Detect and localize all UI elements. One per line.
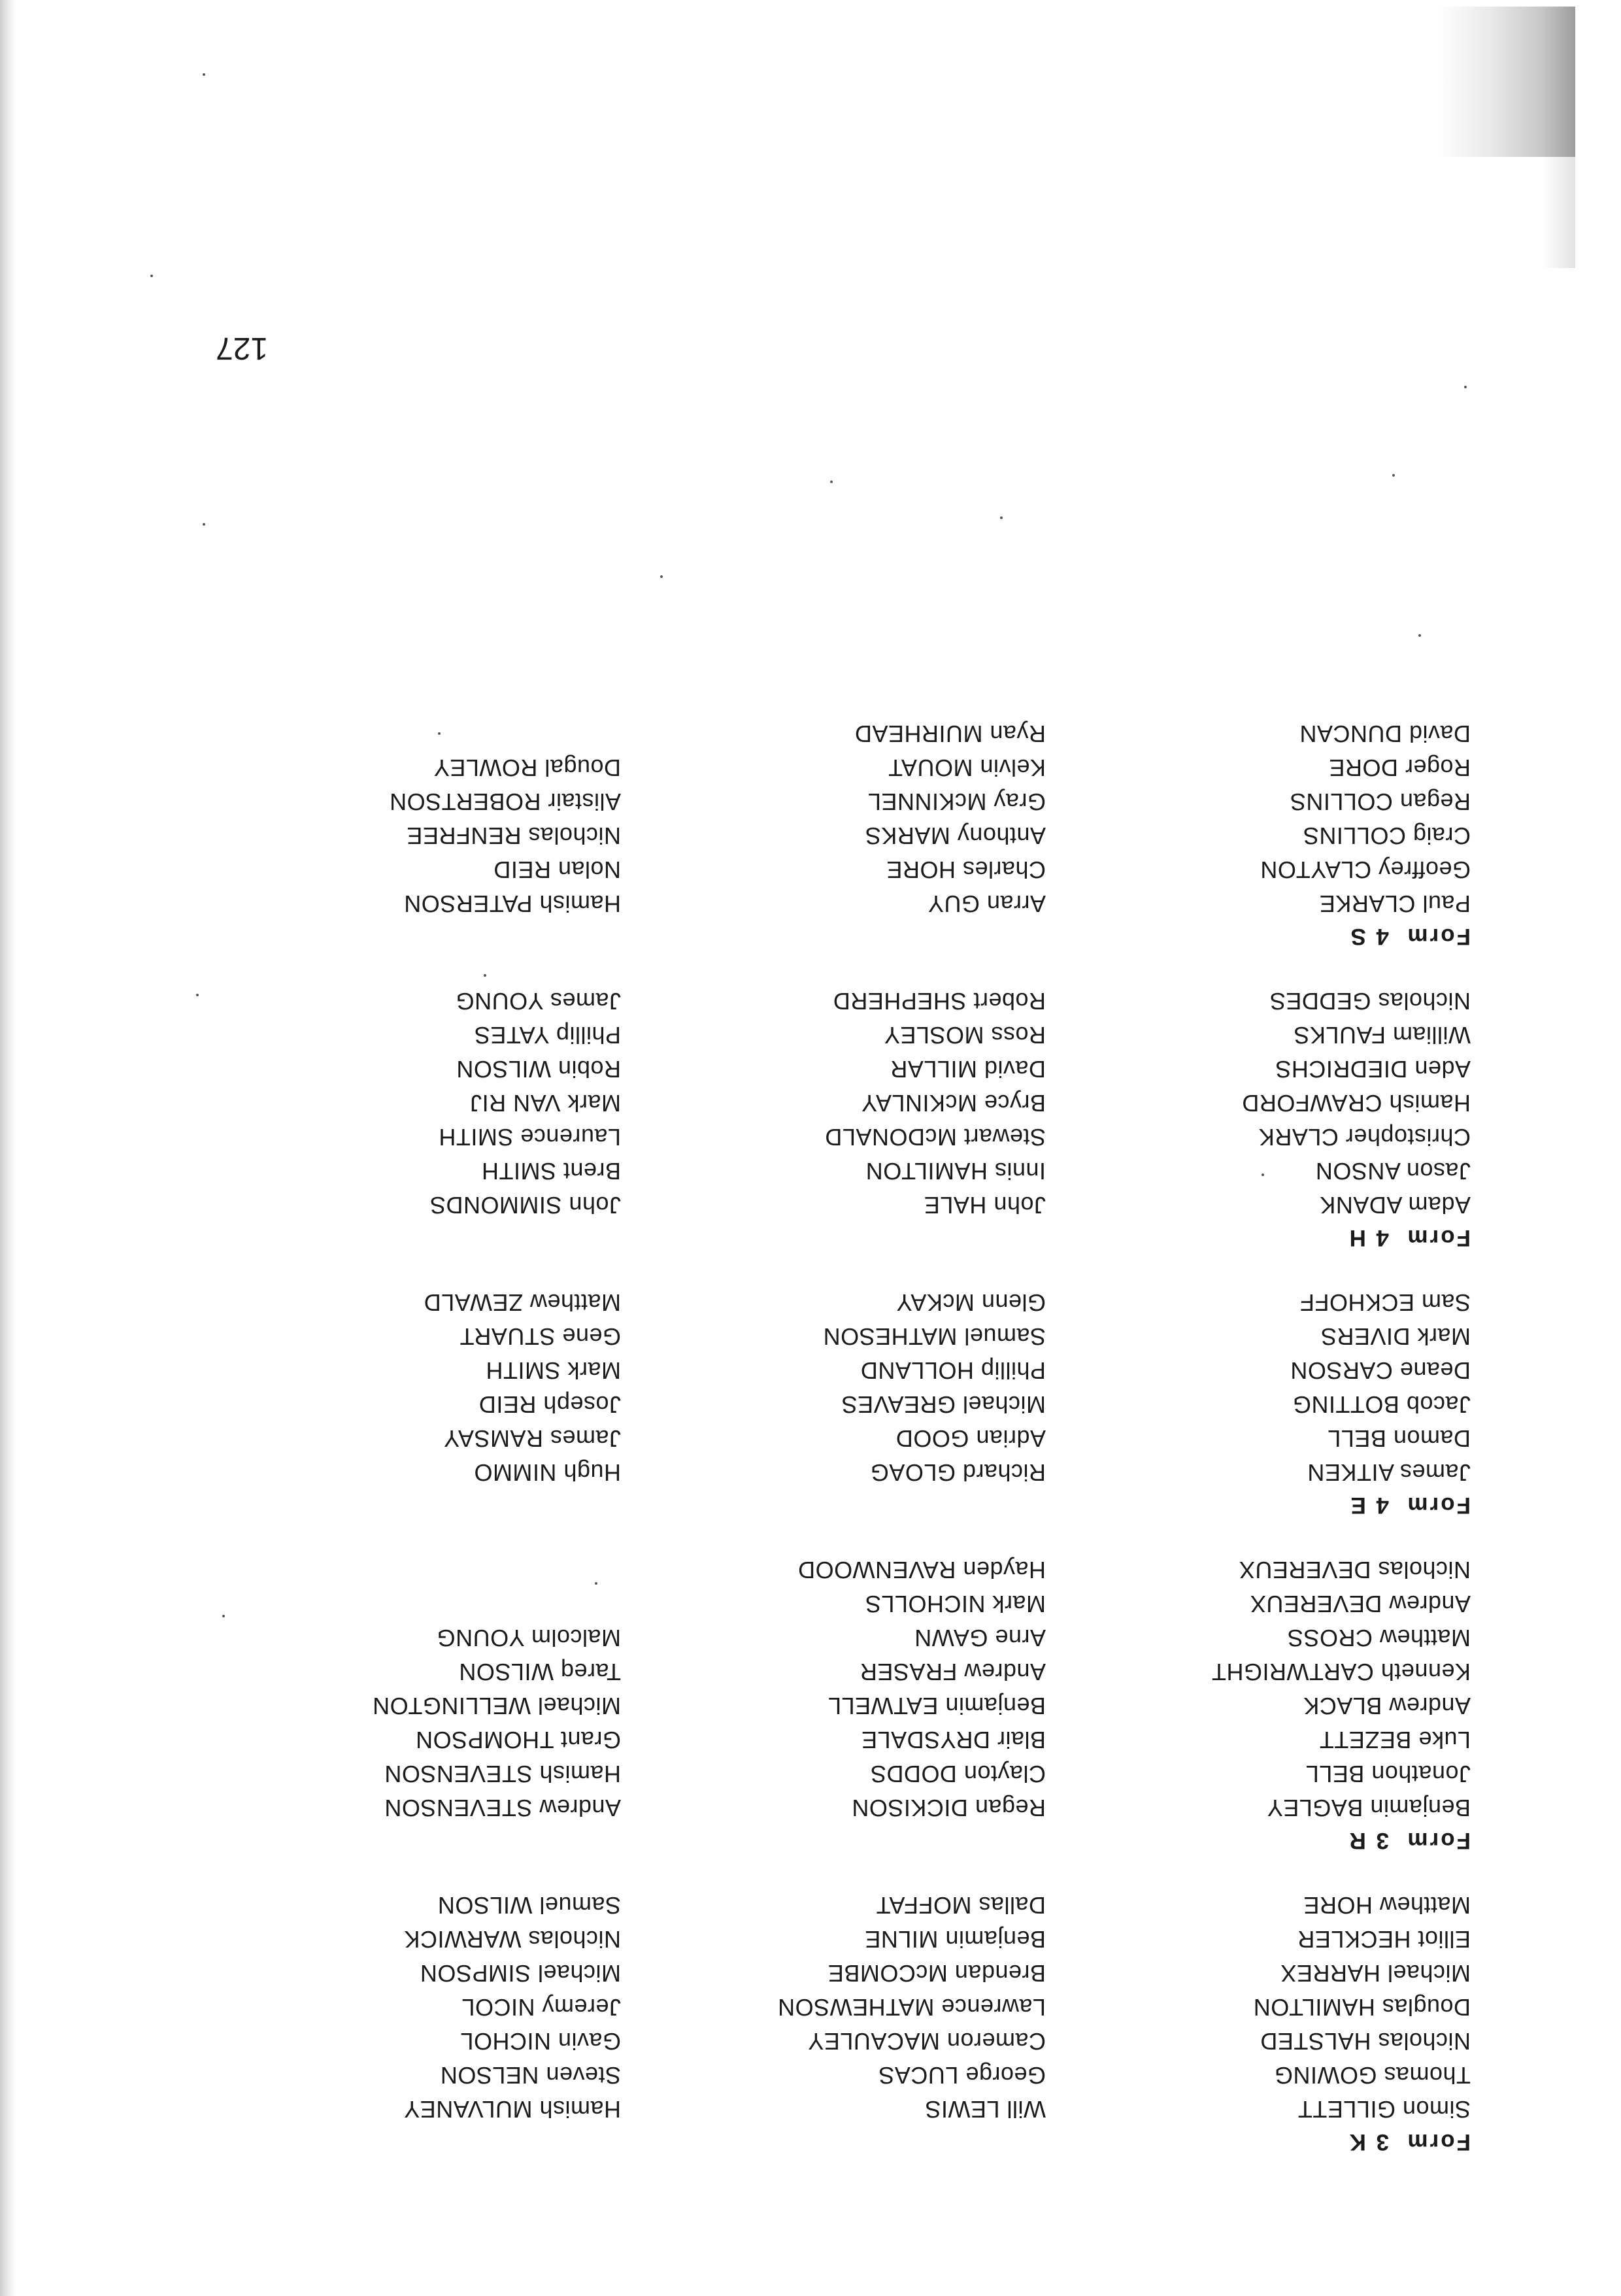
student-name: Tareq WILSON: [458, 1659, 621, 1685]
student-name: Gene STUART: [460, 1323, 621, 1350]
name-column: [621, 1888, 1046, 2126]
student-name: Nicholas WARWICK: [403, 1926, 621, 1953]
student-name: Clayton DODDS: [870, 1761, 1046, 1787]
name-column: [196, 1888, 621, 2126]
student-name: Andrew STEVENSON: [384, 1795, 621, 1821]
student-name: Gavin NICHOL: [460, 2028, 621, 2055]
student-name: Kelvin MOUAT: [888, 754, 1046, 781]
form-heading: Form 4 S: [1348, 924, 1471, 949]
form-columns: [196, 1285, 1471, 1489]
scan-speck: [1392, 474, 1395, 477]
student-name: Craig COLLINS: [1303, 822, 1471, 849]
student-name: Steven NELSON: [440, 2062, 621, 2089]
student-name: Simon GILLETT: [1297, 2096, 1471, 2123]
student-name: Malcolm YOUNG: [437, 1625, 621, 1651]
student-name: Benjamin EATWELL: [827, 1693, 1046, 1719]
student-name: Cameron MACAULEY: [807, 2028, 1046, 2055]
student-name: Andrew BLACK: [1303, 1693, 1471, 1719]
name-column: [1046, 984, 1471, 1222]
student-name: Jacob BOTTING: [1292, 1391, 1471, 1418]
student-name: Elliot HECKLER: [1297, 1926, 1471, 1953]
student-name: Matthew CROSS: [1287, 1625, 1471, 1651]
student-name: Michael WELLINGTON: [372, 1693, 621, 1719]
student-name: Adrian GOOD: [895, 1425, 1046, 1452]
student-name: Bryce McKINLAY: [861, 1090, 1046, 1117]
student-name: Benjamin BAGLEY: [1267, 1795, 1471, 1821]
student-name: Ross MOSLEY: [884, 1022, 1046, 1049]
student-name: Thomas GOWING: [1274, 2062, 1471, 2089]
student-name: Mark NICHOLLS: [865, 1591, 1046, 1617]
name-column: [1046, 1553, 1471, 1825]
student-name: David DUNCAN: [1299, 720, 1471, 747]
student-name: William FAULKS: [1293, 1022, 1471, 1049]
student-name: Michael SIMPSON: [420, 1960, 621, 1987]
form-block-4h: [196, 984, 1471, 1253]
student-name: Innis HAMILTON: [865, 1158, 1046, 1185]
student-name: Will LEWIS: [925, 2096, 1046, 2123]
student-name: Dallas MOFFAT: [876, 1892, 1046, 1919]
student-name: Roger DORE: [1328, 754, 1471, 781]
name-column: [196, 1285, 621, 1489]
student-name: David MILLAR: [890, 1056, 1046, 1083]
form-heading: Form 4 H: [1347, 1225, 1471, 1251]
student-name: Grant THOMPSON: [415, 1727, 621, 1753]
scan-speck: [830, 481, 833, 483]
student-name: Arran GUY: [927, 890, 1046, 917]
name-column: [1046, 1285, 1471, 1489]
student-name: Samuel WILSON: [437, 1892, 621, 1919]
student-name: Mark SMITH: [486, 1357, 621, 1384]
student-name: Jeremy NICOL: [461, 1994, 621, 2021]
student-name: Mark VAN RIJ: [469, 1090, 621, 1117]
student-name: Nolan REID: [493, 856, 621, 883]
form-heading: Form 3 R: [1347, 1828, 1471, 1853]
student-name: Michael GREAVES: [841, 1391, 1046, 1418]
name-column: [621, 717, 1046, 920]
scan-speck: [150, 275, 153, 277]
student-name: Hamish STEVENSON: [384, 1761, 621, 1787]
student-name: John HALE: [924, 1192, 1046, 1219]
scan-speck: [203, 523, 205, 526]
student-name: Brent SMITH: [481, 1158, 621, 1185]
scan-speck: [1464, 386, 1467, 388]
form-columns: [196, 1888, 1471, 2126]
student-name: Nicholas HALSTED: [1260, 2028, 1471, 2055]
student-name: Kenneth CARTWRIGHT: [1211, 1659, 1471, 1685]
scan-speck: [660, 575, 663, 578]
name-column: [621, 1285, 1046, 1489]
student-name: Nicholas RENFREE: [406, 822, 621, 849]
student-name: Jonathon BELL: [1305, 1761, 1471, 1787]
form-columns: [196, 717, 1471, 920]
form-block-4s: [196, 717, 1471, 952]
name-column: [196, 717, 621, 920]
student-name: Robin WILSON: [456, 1056, 621, 1083]
form-block-3k: [196, 1888, 1471, 2157]
name-column: [1046, 1888, 1471, 2126]
form-heading: Form 4 E: [1348, 1493, 1471, 1518]
student-name: Anthony MARKS: [865, 822, 1046, 849]
student-name: Sam ECKHOFF: [1299, 1289, 1471, 1316]
student-name: Nicholas GEDDES: [1269, 988, 1471, 1015]
student-name: Arne GAWN: [914, 1625, 1046, 1651]
student-name: Damon BELL: [1327, 1425, 1471, 1452]
class-list-content: [196, 654, 1471, 2157]
student-name: James RAMSAY: [443, 1425, 621, 1452]
student-name: Christopher CLARK: [1258, 1124, 1471, 1151]
student-name: Ryan MUIRHEAD: [854, 720, 1046, 747]
page-number: 127: [216, 331, 269, 365]
student-name: Douglas HAMILTON: [1253, 1994, 1471, 2021]
student-name: Geoffrey CLAYTON: [1260, 856, 1471, 883]
name-column: [621, 1553, 1046, 1825]
scan-speck: [1000, 516, 1003, 519]
student-name: George LUCAS: [878, 2062, 1046, 2089]
student-name: Phillip HOLLAND: [860, 1357, 1046, 1384]
student-name: Lawrence MATHEWSON: [777, 1994, 1046, 2021]
student-name: Hamish CRAWFORD: [1241, 1090, 1471, 1117]
student-name: Laurence SMITH: [438, 1124, 621, 1151]
form-heading: Form 3 K: [1347, 2129, 1471, 2155]
scan-speck: [203, 73, 205, 76]
student-name: Hamish MULVANEY: [403, 2096, 621, 2123]
student-name: John SIMMONDS: [429, 1192, 621, 1219]
student-name: Regan COLLINS: [1290, 788, 1471, 815]
student-name: Nicholas DEVEREUX: [1239, 1557, 1471, 1583]
student-name: Andrew DEVEREUX: [1250, 1591, 1471, 1617]
name-column: [196, 984, 621, 1222]
student-name: James AITKEN: [1307, 1459, 1471, 1486]
name-column: [1046, 717, 1471, 920]
student-name: Regan DICKISON: [851, 1795, 1046, 1821]
student-name: Alistair ROBERTSON: [389, 788, 621, 815]
scan-page-edge: [0, 0, 16, 2296]
student-name: Glenn McKAY: [896, 1289, 1046, 1316]
student-name: Deane CARSON: [1290, 1357, 1471, 1384]
student-name: Luke BEZETT: [1319, 1727, 1471, 1753]
student-name: Matthew HORE: [1303, 1892, 1471, 1919]
student-name: James YOUNG: [456, 988, 621, 1015]
scan-shadow-strip: [1438, 7, 1575, 157]
student-name: Blair DRYSDALE: [861, 1727, 1046, 1753]
student-name: Benjamin MILNE: [864, 1926, 1046, 1953]
student-name: Matthew ZEWALD: [424, 1289, 621, 1316]
student-name: Brendan McCOMBE: [827, 1960, 1046, 1987]
form-block-4e: [196, 1285, 1471, 1521]
student-name: Hugh NIMMO: [473, 1459, 621, 1486]
form-columns: [196, 1553, 1471, 1825]
student-name: Hamish PATERSON: [403, 890, 621, 917]
student-name: Phillip YATES: [474, 1022, 621, 1049]
scan-speck: [1418, 634, 1421, 637]
student-name: Mark DIVERS: [1320, 1323, 1471, 1350]
form-block-3r: [196, 1553, 1471, 1856]
student-name: Paul CLARKE: [1319, 890, 1471, 917]
student-name: Adam ADANK: [1319, 1192, 1471, 1219]
student-name: Samuel MATHESON: [823, 1323, 1046, 1350]
student-name: Charles HORE: [886, 856, 1046, 883]
student-name: Aden DIEDRICHS: [1275, 1056, 1471, 1083]
student-name: Hayden RAVENWOOD: [797, 1557, 1046, 1583]
student-name: Gray McKINNEL: [867, 788, 1046, 815]
name-column: [196, 1553, 621, 1825]
student-name: Michael HARREX: [1280, 1960, 1471, 1987]
student-name: Dougal ROWLEY: [433, 754, 621, 781]
form-columns: [196, 984, 1471, 1222]
student-name: Andrew FRASER: [860, 1659, 1046, 1685]
name-column: [621, 984, 1046, 1222]
student-name: Joseph REID: [478, 1391, 621, 1418]
student-name: Richard GLOAG: [870, 1459, 1046, 1486]
student-name: Stewart McDONALD: [824, 1124, 1046, 1151]
student-name: Jason ANSON: [1315, 1158, 1471, 1185]
student-name: Robert SHEPHERD: [833, 988, 1046, 1015]
